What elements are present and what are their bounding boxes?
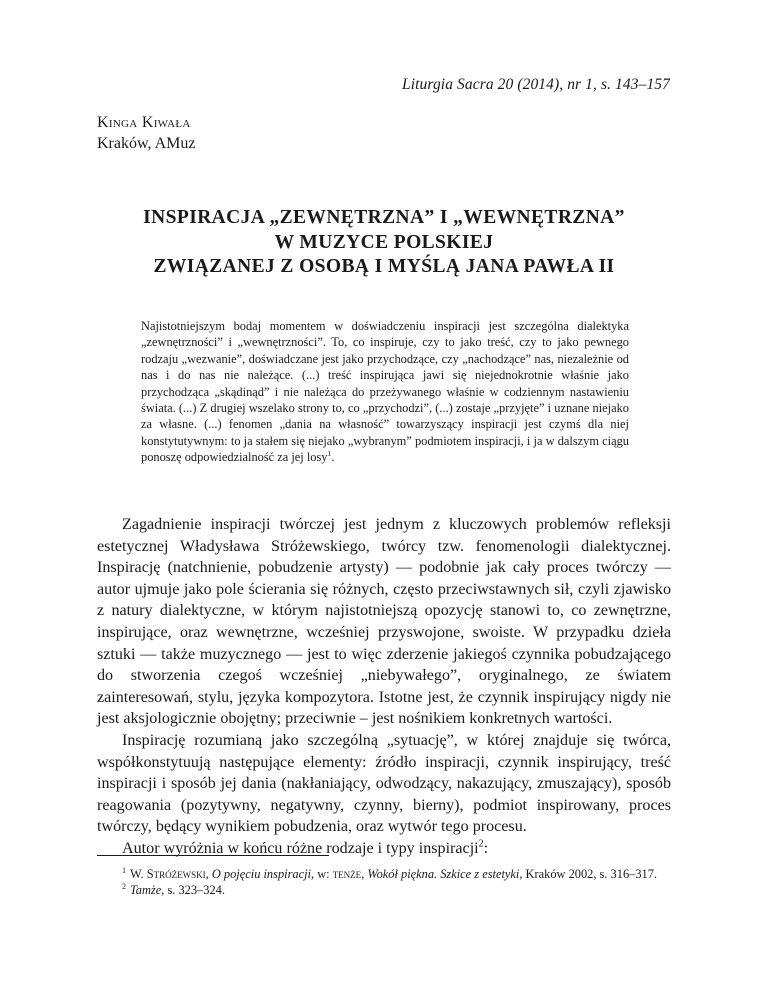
footnote-2-number: 2 xyxy=(122,881,127,891)
footnote-1-sep3: , xyxy=(361,867,368,881)
footnotes xyxy=(97,866,671,898)
footnote-2 xyxy=(97,882,671,898)
author-name: Kinga Kiwała xyxy=(97,114,191,131)
epigraph-quote: Najistotniejszym bodaj momentem w doświadczeniu inspiracji jest szczególna dialektyka „zewnętrzności” i „wewnętrzności”. To, co inspiruje, czy to jako treść, czy to jako pewnego rodzaju „wezwanie”, doświadczane jest jako przychodzące, czy „nachodzące” nas, niezależnie od nas i do nas nie należące. (...) treść inspirująca jawi się niejednokrotnie właśnie jako przychodząca „skądinąd” i nie należąca do przeżywanego właśnie w codziennym nastawieniu świata. (...) Z drugiej wszelako strony to, co „przychodzi”, (...) zostaje „przyjęte” i uznane niejako za własne. (...) fenomen „dania na własność” towarzyszący inspiracji jest czymś dla niej konstytutywnym: to ja stałem się niejako „wybranym” podmiotem inspiracji, i ja w dalszym ciągu ponoszę odpowiedzialność za jej losy$^1$. xyxy=(141,319,629,465)
footnote-separator xyxy=(97,855,329,856)
body-paragraph-3-text: Autor wyróżnia w końcu różne rodzaje i typy inspiracji xyxy=(122,839,479,857)
body-paragraph-2: Inspirację rozumianą jako szczególną „sytuację”, w której znajduje się twórca, współkonstytuują następujące elementy: źródło inspiracji, czynnik inspirujący, treść inspiracji i sposób jej dania (nakłaniający, odwodzący, nakazujący, zmuszający), sposób reagowania (pozytywny, negatywny, czynny, bierny), podmiot inspirowany, proces twórczy, będący wynikiem pobudzenia, oraz wytwór tego procesu. xyxy=(97,731,671,836)
footnote-1-sep2: , w: xyxy=(311,867,333,881)
footnote-1 xyxy=(97,866,671,882)
footnote-1-number: 1 xyxy=(122,865,127,875)
footnote-1-author: W. Stróżewski xyxy=(130,867,206,881)
author-block xyxy=(97,112,196,154)
footnote-1-ed: tenże xyxy=(332,867,362,881)
footnote-1-sep1: , xyxy=(205,867,212,881)
author-affiliation: Kraków, AMuz xyxy=(97,135,196,152)
footnote-ref-1[interactable]: 1 xyxy=(327,449,332,459)
journal-header: Liturgia Sacra 20 (2014), nr 1, s. 143–157 xyxy=(402,76,670,93)
footnote-2-rest: , s. 323–324. xyxy=(161,883,225,897)
body-text xyxy=(97,514,671,860)
footnote-ref-2[interactable]: 2 xyxy=(478,838,484,850)
title-line-3: ZWIĄZANEJ Z OSOBĄ I MYŚLĄ JANA PAWŁA II xyxy=(153,256,615,277)
body-paragraph-1: Zagadnienie inspiracji twórczej jest jednym z kluczowych problemów refleksji estetycznej Władysława Stróżewskiego, twórcy tzw. fenomenologii dialektycznej. Inspirację (natchnienie, pobudzenie artysty) — podobnie jak cały proces twórczy — autor ujmuje jako pole ścierania się różnych, często przeciwstawnych sił, czyli zjawisko z natury dialektyczne, w którym najistotniejszą opozycję stanowi to, co zewnętrzne, inspirujące, oraz wewnętrzne, wcześniej przyswojone, swoiste. W przypadku dzieła sztuki — także muzycznego — jest to więc zderzenie jakiegoś czynnika pobudzającego do stworzenia czegoś wcześniej „niebywałego”, oryginalnego, ze światem zainteresowań, stylu, języka kompozytora. Istotne jest, że czynnik inspirujący nigdy nie jest aksjologicznie obojętny; przeciwnie – jest nośnikiem konkretnych wartości. xyxy=(97,516,671,728)
footnote-1-book: Wokół piękna. Szkice z estetyki xyxy=(367,867,520,881)
footnote-1-title: O pojęciu inspiracji xyxy=(211,867,311,881)
epigraph-text: Najistotniejszym bodaj momentem w doświadczeniu inspiracji jest szczególna dialektyka „zewnętrzności” i „wewnętrzności”. To, co inspiruje, czy to jako treść, czy to jako pewnego rodzaju „wezwanie”, doświadczane jest jako przychodzące, czy „nachodzące” nas, niezależnie od nas i do nas nie należące. (...) treść inspirująca jawi się niejednokrotnie właśnie jako przychodząca „skądinąd” i nie należąca do przeżywanego właśnie w codziennym nastawieniu świata. (...) Z drugiej wszelako strony to, co „przychodzi”, (...) zostaje „przyjęte” i uznane niejako za własne. (...) fenomen „dania na własność” towarzyszący inspiracji jest czymś dla niej konstytutywnym: to ja stałem się niejako „wybranym” podmiotem inspiracji, i ja w dalszym ciągu ponoszę odpowiedzialność za jej losy xyxy=(141,319,629,465)
footnote-1-rest: , Kraków 2002, s. 316–317. xyxy=(519,867,658,881)
body-paragraph-3 xyxy=(97,838,671,860)
body-paragraph-3-end: : xyxy=(483,839,489,857)
title-line-2: W MUZYCE POLSKIEJ xyxy=(274,231,494,253)
article-title xyxy=(60,206,708,280)
footnote-2-ref: Tamże xyxy=(130,883,162,897)
title-line-1: INSPIRACJA „ZEWNĘTRZNA” I „WEWNĘTRZNA” xyxy=(143,207,625,228)
